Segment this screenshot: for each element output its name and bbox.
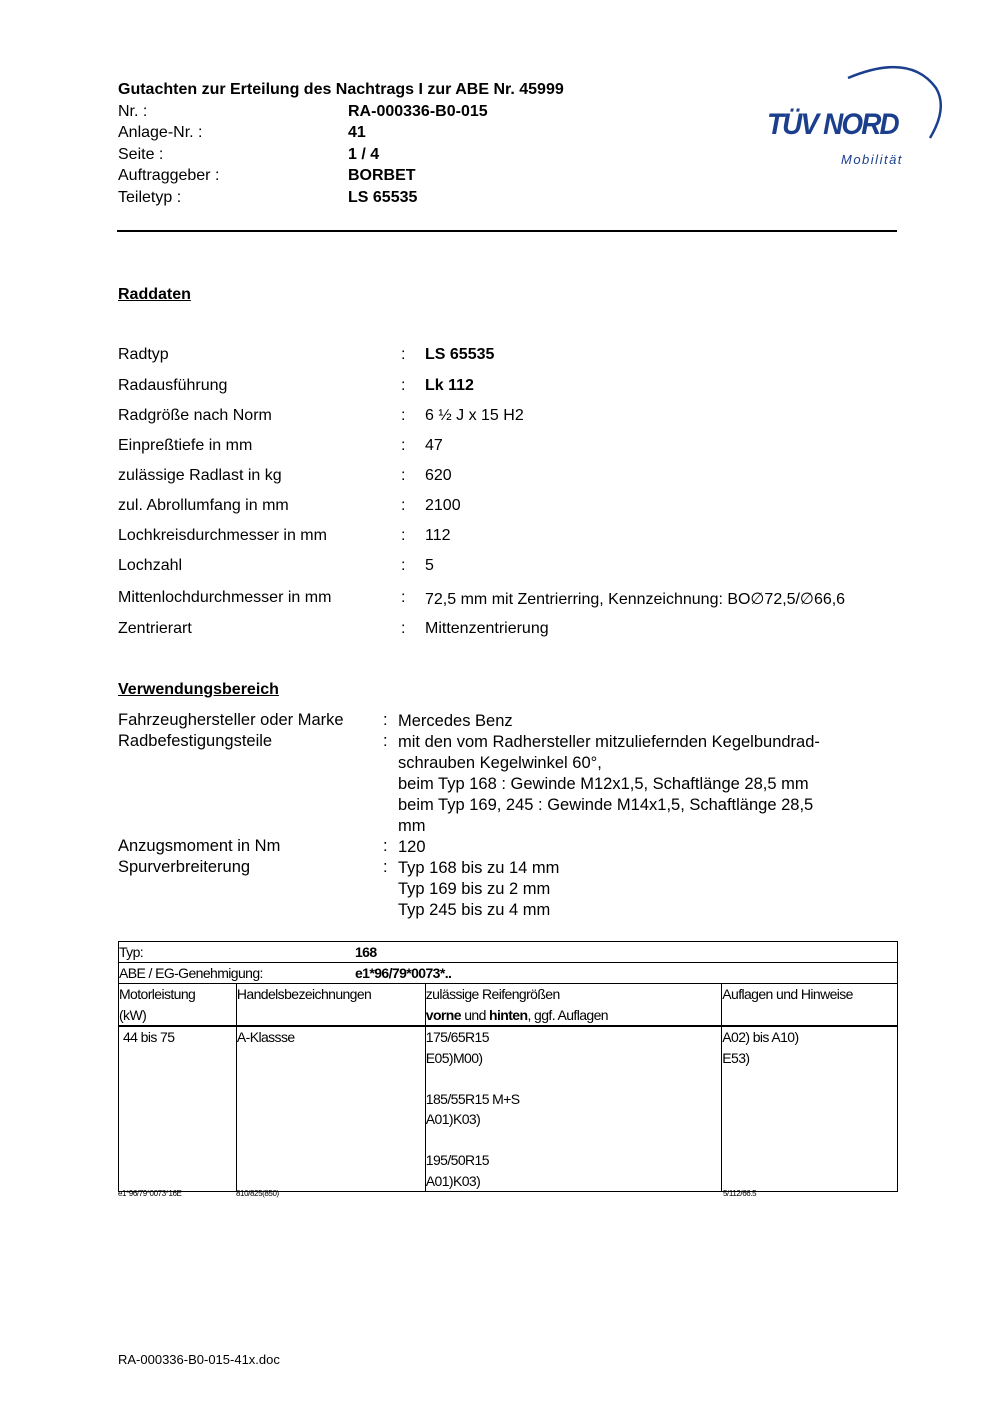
header-hinten: hinten bbox=[489, 1006, 528, 1023]
verwendung-label: Fahrzeughersteller oder Marke bbox=[118, 711, 344, 729]
reifen-line: A01)K03) bbox=[425, 1172, 481, 1189]
raddaten-colon: : bbox=[401, 437, 406, 454]
report-title: Gutachten zur Erteilung des Nachtrags I zur ABE Nr. 45999 bbox=[118, 81, 564, 98]
raddaten-colon: : bbox=[401, 467, 406, 484]
reifen-line: 185/55R15 M+S bbox=[425, 1090, 520, 1107]
header-reifen-line: zulässige Reifengrößen bbox=[425, 986, 560, 1002]
header-value: LS 65535 bbox=[348, 189, 418, 206]
raddaten-label: Radausführung bbox=[118, 377, 228, 394]
header-auflagen bbox=[722, 984, 898, 1027]
raddaten-label: Mittenlochdurchmesser in mm bbox=[118, 589, 332, 606]
value-line: Mercedes Benz bbox=[398, 712, 513, 730]
value-line: 120 bbox=[398, 838, 426, 856]
header-row-seite bbox=[118, 146, 380, 164]
raddaten-value: 6 ½ J x 15 H2 bbox=[425, 407, 524, 424]
header-label: Auftraggeber : bbox=[118, 167, 220, 184]
cell-reifen bbox=[425, 1026, 721, 1192]
header-und: und bbox=[460, 1006, 490, 1023]
reifen-line: 175/65R15 bbox=[425, 1029, 489, 1045]
value-line: Typ 245 bis zu 4 mm bbox=[398, 901, 551, 919]
value-line: Typ 168 bis zu 14 mm bbox=[398, 859, 560, 877]
raddaten-label: Einpreßtiefe in mm bbox=[118, 437, 253, 454]
raddaten-value: 5 bbox=[425, 557, 434, 574]
value-line: beim Typ 168 : Gewinde M12x1,5, Schaftlänge 28,5 mm bbox=[398, 775, 809, 793]
logo-wordmark: TÜV NORD bbox=[767, 108, 898, 141]
header-auflagen-text: Auflagen und Hinweise bbox=[722, 986, 853, 1002]
raddaten-value: 2100 bbox=[425, 497, 461, 514]
value-line: schrauben Kegelwinkel 60°, bbox=[398, 754, 602, 772]
verwendung-colon: : bbox=[383, 732, 388, 750]
verwendung-value bbox=[398, 732, 820, 837]
cell-motor-text: 44 bis 75 bbox=[123, 1029, 175, 1045]
header-motor-line: (kW) bbox=[119, 1006, 147, 1023]
header-row-teiletyp bbox=[118, 189, 418, 207]
tire-table bbox=[118, 941, 898, 1192]
table-footnote-right: 5/112/66.5 bbox=[723, 1189, 757, 1198]
raddaten-label: Radtyp bbox=[118, 346, 169, 363]
raddaten-label: Radgröße nach Norm bbox=[118, 407, 272, 424]
header-label: Anlage-Nr. : bbox=[118, 124, 203, 141]
header-motor-line: Motorleistung bbox=[119, 986, 196, 1002]
header-divider bbox=[117, 230, 897, 232]
document-filename: RA-000336-B0-015-41x.doc bbox=[118, 1352, 280, 1367]
value-line: mm bbox=[398, 817, 426, 835]
typ-cell bbox=[119, 942, 898, 963]
header-value: 41 bbox=[348, 124, 366, 141]
auflagen-line: E53) bbox=[722, 1049, 750, 1066]
header-value: 1 / 4 bbox=[348, 146, 380, 163]
verwendung-value bbox=[398, 858, 559, 921]
raddaten-value: 72,5 mm mit Zentrierring, Kennzeichnung: BO∅72,5/∅66,6 bbox=[425, 591, 846, 608]
table-footnote-left: e1*96/79*0073*16E bbox=[118, 1189, 182, 1198]
header-row-anlage bbox=[118, 124, 366, 142]
verwendung-label: Spurverbreiterung bbox=[118, 858, 251, 876]
verwendung-colon: : bbox=[383, 858, 388, 876]
reifen-line bbox=[426, 1130, 721, 1151]
table-typ-row bbox=[119, 942, 898, 963]
table-row bbox=[119, 1026, 898, 1192]
raddaten-value: 112 bbox=[425, 527, 451, 544]
raddaten-colon: : bbox=[401, 620, 406, 637]
raddaten-colon: : bbox=[401, 407, 406, 424]
raddaten-colon: : bbox=[401, 589, 406, 606]
raddaten-value: 47 bbox=[425, 437, 443, 454]
raddaten-colon: : bbox=[401, 497, 406, 514]
header-motor bbox=[119, 984, 237, 1027]
reifen-line: 195/50R15 bbox=[425, 1152, 489, 1168]
table-abe-row bbox=[119, 963, 898, 984]
verwendung-value bbox=[398, 837, 426, 858]
raddaten-value: 620 bbox=[425, 467, 452, 484]
reifen-line: E05)M00) bbox=[425, 1049, 483, 1066]
verwendung-label: Radbefestigungsteile bbox=[118, 732, 273, 750]
raddaten-value: Mittenzentrierung bbox=[425, 620, 549, 637]
value-line: Typ 169 bis zu 2 mm bbox=[398, 880, 551, 898]
table-header-row bbox=[119, 984, 898, 1027]
raddaten-value: LS 65535 bbox=[425, 346, 495, 363]
auflagen-line: A02) bis A10) bbox=[722, 1029, 799, 1045]
tuev-nord-logo bbox=[760, 58, 945, 173]
raddaten-colon: : bbox=[401, 346, 406, 363]
cell-auflagen bbox=[722, 1026, 898, 1192]
reifen-line: A01)K03) bbox=[425, 1111, 481, 1127]
verwendung-colon: : bbox=[383, 711, 388, 729]
table-footnote-mid: 810/825(850) bbox=[236, 1189, 279, 1198]
verwendung-title: Verwendungsbereich bbox=[118, 681, 279, 698]
raddaten-label: zul. Abrollumfang in mm bbox=[118, 497, 289, 514]
header-handel bbox=[236, 984, 425, 1027]
header-rest: , ggf. Auflagen bbox=[527, 1006, 608, 1023]
raddaten-title: Raddaten bbox=[118, 286, 191, 303]
cell-motor bbox=[119, 1026, 237, 1192]
raddaten-colon: : bbox=[401, 557, 406, 574]
header-label: Seite : bbox=[118, 146, 164, 163]
header-value: BORBET bbox=[348, 167, 416, 184]
header-handel-text: Handelsbezeichnungen bbox=[236, 986, 372, 1002]
abe-value: e1*96/79*0073*.. bbox=[355, 965, 452, 981]
header-label: Nr. : bbox=[118, 103, 148, 120]
raddaten-label: zulässige Radlast in kg bbox=[118, 467, 282, 484]
typ-value: 168 bbox=[355, 944, 377, 960]
verwendung-colon: : bbox=[383, 837, 388, 855]
cell-handel bbox=[236, 1026, 425, 1192]
raddaten-label: Lochkreisdurchmesser in mm bbox=[118, 527, 327, 544]
header-row-nr bbox=[118, 103, 488, 121]
cell-handel-text: A-Klassse bbox=[236, 1029, 295, 1045]
value-line: beim Typ 169, 245 : Gewinde M14x1,5, Schaftlänge 28,5 bbox=[398, 796, 814, 814]
header-reifen bbox=[425, 984, 721, 1027]
reifen-line bbox=[426, 1068, 721, 1089]
header-reifen-line2 bbox=[426, 1005, 721, 1026]
verwendung-value bbox=[398, 711, 513, 732]
raddaten-colon: : bbox=[401, 377, 406, 394]
header-value: RA-000336-B0-015 bbox=[348, 103, 488, 120]
raddaten-colon: : bbox=[401, 527, 406, 544]
typ-label: Typ: bbox=[119, 944, 144, 960]
value-line: mit den vom Radhersteller mitzuliefernden Kegelbundrad- bbox=[398, 733, 820, 751]
logo-subtitle: Mobilität bbox=[841, 152, 903, 167]
raddaten-value: Lk 112 bbox=[425, 377, 474, 394]
raddaten-label: Lochzahl bbox=[118, 557, 183, 574]
header-vorne: vorne bbox=[425, 1006, 461, 1023]
header-row-auftraggeber bbox=[118, 167, 416, 185]
abe-cell bbox=[119, 963, 898, 984]
abe-label: ABE / EG-Genehmigung: bbox=[119, 965, 263, 981]
verwendung-label: Anzugsmoment in Nm bbox=[118, 837, 281, 855]
raddaten-label: Zentrierart bbox=[118, 620, 192, 637]
header-label: Teiletyp : bbox=[118, 189, 182, 206]
